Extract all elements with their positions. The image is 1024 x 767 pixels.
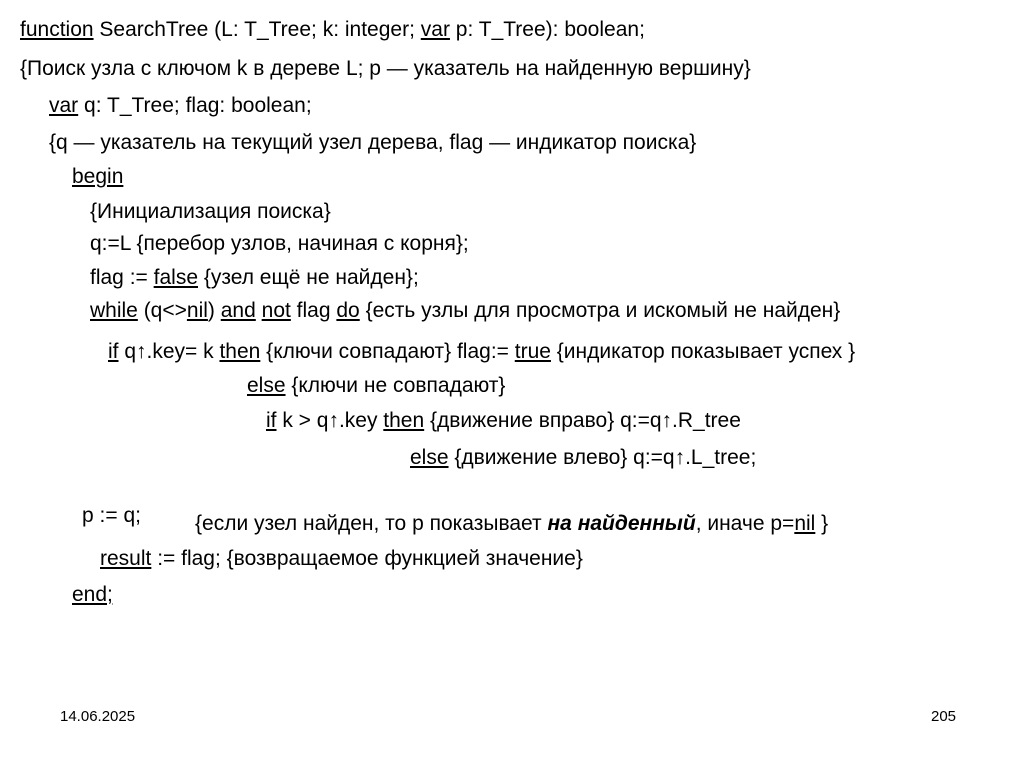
code-text: (q<>: [137, 299, 187, 322]
code-text: SearchTree (L: T_Tree; k: integer;: [93, 18, 421, 41]
keyword-underlined: if: [108, 340, 119, 363]
keyword-underlined: var: [49, 94, 79, 117]
keyword-underlined: result: [100, 547, 152, 570]
keyword-underlined: then: [383, 409, 425, 432]
keyword-underlined: false: [153, 266, 198, 289]
keyword-underlined: nil: [186, 299, 208, 322]
code-text: {есть узлы для просмотра и искомый не найден}: [359, 299, 841, 322]
code-text: {Поиск узла с ключом k в дереве L; p — указатель на найденную вершину}: [20, 57, 751, 80]
code-text: q: T_Tree; flag: boolean;: [78, 94, 312, 117]
code-text: {индикатор показывает успех }: [550, 340, 856, 363]
code-line-else-move-left: [410, 445, 756, 471]
keyword-underlined: function: [20, 18, 94, 41]
code-line-if-key-equal: [108, 339, 855, 365]
keyword-underlined: do: [336, 299, 360, 322]
code-text: , иначе p=: [695, 512, 795, 535]
code-text: k > q↑.key: [276, 409, 384, 432]
code-text: p := q;: [82, 504, 141, 527]
code-line-init-comment: [90, 199, 331, 225]
code-text: {Инициализация поиска}: [90, 200, 331, 223]
code-text: q↑.key= k: [118, 340, 220, 363]
keyword-underlined: begin: [72, 165, 124, 188]
slide-date: 14.06.2025: [60, 708, 136, 725]
code-text: q:=L {перебор узлов, начиная с корня};: [90, 232, 469, 255]
code-text: := flag; {возвращаемое функцией значение}: [151, 547, 583, 570]
code-line-begin: [72, 164, 123, 190]
code-text: {q — указатель на текущий узел дерева, flag — индикатор поиска}: [49, 131, 697, 154]
code-line-result-comment: [195, 511, 828, 537]
keyword-underlined: nil: [794, 512, 816, 535]
code-line-else-mismatch: [247, 373, 505, 399]
code-text: flag: [290, 299, 337, 322]
code-text: {ключи совпадают} flag:=: [260, 340, 515, 363]
code-text: {движение влево} q:=q↑.L_tree;: [448, 446, 757, 469]
code-line-assign-p: [82, 503, 141, 529]
code-text: {узел ещё не найден};: [198, 266, 419, 289]
code-line-assign-flag: [90, 265, 419, 291]
code-line-end: [72, 582, 113, 608]
keyword-underlined: not: [261, 299, 291, 322]
keyword-underlined: while: [90, 299, 138, 322]
code-text: {движение вправо} q:=q↑.R_tree: [424, 409, 741, 432]
code-text: ): [207, 299, 221, 322]
code-line-function-header: [20, 17, 645, 43]
code-line-assign-q: [90, 231, 469, 257]
code-line-var-comment: [49, 130, 696, 156]
code-line-if-move-right: [266, 408, 741, 434]
keyword-underlined: end;: [72, 583, 113, 606]
code-text: }: [815, 512, 829, 535]
keyword-underlined: and: [220, 299, 256, 322]
code-text: {ключи не совпадают}: [285, 374, 506, 397]
keyword-underlined: var: [420, 18, 450, 41]
slide-page-number: 205: [931, 708, 957, 725]
keyword-underlined: true: [514, 340, 551, 363]
code-line-function-comment: [20, 56, 751, 82]
code-text: p: T_Tree): boolean;: [449, 18, 645, 41]
keyword-underlined: else: [247, 374, 286, 397]
code-text: {если узел найден, то p показывает: [195, 512, 548, 535]
code-text: flag :=: [90, 266, 154, 289]
keyword-underlined: else: [410, 446, 449, 469]
code-line-var-declaration: [49, 93, 312, 119]
keyword-underlined: then: [219, 340, 261, 363]
code-line-result: [100, 546, 583, 572]
keyword-underlined: if: [266, 409, 277, 432]
emphasis-text: на найденный: [547, 512, 696, 535]
code-line-while: [90, 298, 840, 324]
